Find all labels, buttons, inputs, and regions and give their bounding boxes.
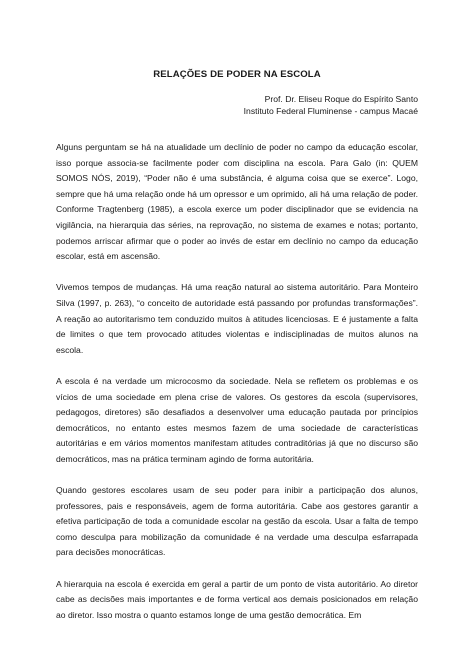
paragraph: A hierarquia na escola é exercida em geral a partir de um ponto de vista autoritário. Ao diretor cabe as decisões mais importantes e de forma vertical aos demais posicionados em relação ao diretor. Isso mostra o quanto estamos longe de uma gestão democrática. Em xyxy=(56,578,418,620)
document-title: RELAÇÕES DE PODER NA ESCOLA xyxy=(153,69,321,80)
paragraph: A escola é na verdade um microcosmo da sociedade. Nela se refletem os problemas e os vícios de uma sociedade em plena crise de valores. Os gestores da escola (supervisores, pedagogos, diretores) são desafiados a desenvolver uma educação pautada por princípios democráticos, no entanto estes mesmos fazem de uma sociedade de características autoritárias e em vários momentos manifestam atitudes contraditórias já que no discurso são democráticos, mas na prática terminam agindo de forma autoritária. xyxy=(56,375,418,464)
author-name: Prof. Dr. Eliseu Roque do Espírito Santo xyxy=(264,94,418,104)
author-block xyxy=(244,93,418,117)
document-body xyxy=(56,140,418,639)
paragraph: Vivemos tempos de mudanças. Há uma reação natural ao sistema autoritário. Para Monteiro Silva (1997, p. 263), “o conceito de autoridade está passando por profundas transformações”. A reação ao autoritarismo tem conduzido muitos à atitudes licenciosas. E é justamente a falta de limites o que tem provocado atitudes violentas e indisciplinadas de muitos alunos na escola. xyxy=(56,282,418,355)
author-institution: Instituto Federal Fluminense - campus Macaé xyxy=(243,106,418,116)
paragraph: Alguns perguntam se há na atualidade um declínio de poder no campo da educação escolar, isso porque associa-se facilmente poder com disciplina na escola. Para Galo (in: QUEM SOMOS NÓS, 2019), “Poder não é uma substância, é alguma coisa que se exerce”. Logo, sempre que há uma relação onde há um opressor e um oprimido, ali há uma relação de poder. Conforme Tragtenberg (1985), a escola exerce um poder disciplinador que se evidencia na vigilância, na hierarquia das séries, na reprovação, no sistema de exames e notas; portanto, podemos arriscar afirmar que o poder ao invés de estar em declínio no campo da educação escolar, está em ascensão. xyxy=(56,142,418,262)
paragraph: Quando gestores escolares usam de seu poder para inibir a participação dos alunos, professores, pais e responsáveis, agem de forma autoritária. Cabe aos gestores garantir a efetiva participação de toda a comunidade escolar na gestão da escola. Usar a falta de tempo como desculpa para mobilização da comunidade é na verdade uma desculpa esfarrapada para decisões monocráticas. xyxy=(56,485,418,558)
